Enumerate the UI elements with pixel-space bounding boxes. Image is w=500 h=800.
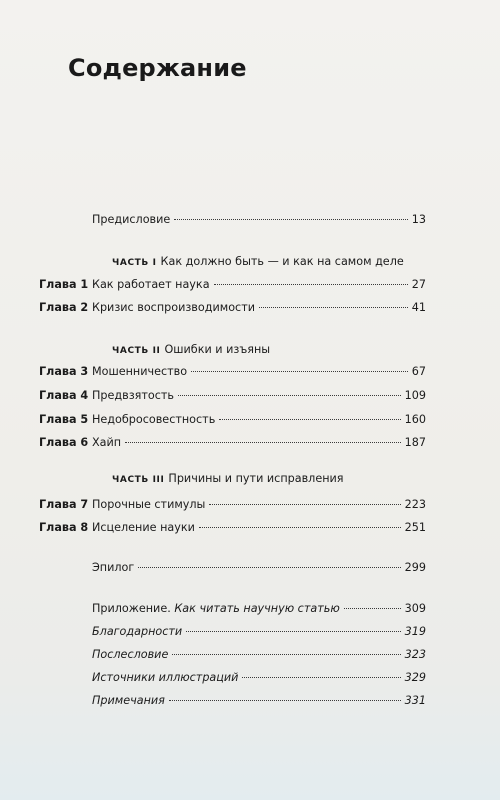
toc-entry-afterword[interactable] [92,648,426,661]
entry-text: Недобросовестность [92,413,216,426]
part-heading-1 [112,255,404,268]
page-number: 323 [404,648,426,661]
page-number: 160 [404,413,426,426]
part-label: ЧАСТЬ III [112,475,165,485]
chapter-label: Глава 2 [39,301,89,314]
page-number: 109 [404,389,426,402]
page-number: 41 [411,301,426,314]
entry-text: Примечания [92,694,165,707]
leader-dots [178,395,401,396]
leader-dots [209,504,400,505]
leader-dots [172,654,400,655]
chapter-label: Глава 1 [39,278,89,291]
leader-dots [214,284,408,285]
toc-entry-appendix[interactable] [92,602,426,615]
appendix-prefix: Приложение. [92,602,171,615]
entry-text: Эпилог [92,561,135,574]
part-title: Причины и пути исправления [168,472,344,485]
toc-entry-chapter-5[interactable] [92,413,426,426]
entry-text: Кризис воспроизводимости [92,301,255,314]
toc-entry-illustration-sources[interactable] [92,671,426,684]
leader-dots [125,442,401,443]
toc-entry-acknowledgements[interactable] [92,625,426,638]
leader-dots [186,631,400,632]
leader-dots [344,608,401,609]
entry-text: Хайп [92,436,122,449]
toc-entry-chapter-3[interactable] [92,365,426,378]
page-number: 223 [404,498,426,511]
part-label: ЧАСТЬ II [112,346,161,356]
page-number: 67 [411,365,426,378]
leader-dots [174,219,407,220]
toc-entry-preface[interactable] [92,213,426,226]
entry-text: Источники иллюстраций [92,671,239,684]
page-number: 187 [404,436,426,449]
leader-dots [191,371,408,372]
chapter-label: Глава 8 [39,521,89,534]
toc-entry-chapter-4[interactable] [92,389,426,402]
leader-dots [138,567,400,568]
page-number: 329 [404,671,426,684]
page-number: 13 [411,213,426,226]
chapter-label: Глава 5 [39,413,89,426]
entry-text [92,602,340,615]
page-number: 319 [404,625,426,638]
page-number: 299 [404,561,426,574]
leader-dots [169,700,401,701]
leader-dots [242,677,400,678]
entry-text: Как работает наука [92,278,210,291]
leader-dots [199,527,401,528]
leader-dots [259,307,408,308]
chapter-label: Глава 7 [39,498,89,511]
page-number: 27 [411,278,426,291]
toc-entry-chapter-2[interactable] [92,301,426,314]
toc-entry-epilogue[interactable] [92,561,426,574]
entry-text: Предвзятость [92,389,175,402]
part-heading-3 [112,472,344,485]
page-number: 331 [404,694,426,707]
toc-entry-chapter-7[interactable] [92,498,426,511]
chapter-label: Глава 6 [39,436,89,449]
entry-text: Мошенничество [92,365,188,378]
entry-text: Исцеление науки [92,521,195,534]
appendix-title: Как читать научную статью [174,602,340,615]
page-number: 251 [404,521,426,534]
toc-entry-chapter-6[interactable] [92,436,426,449]
toc-entry-notes[interactable] [92,694,426,707]
leader-dots [219,419,400,420]
chapter-label: Глава 4 [39,389,89,402]
entry-text: Благодарности [92,625,183,638]
entry-text: Порочные стимулы [92,498,206,511]
part-heading-2 [112,343,270,356]
page-title: Содержание [68,54,247,82]
entry-text: Предисловие [92,213,171,226]
part-title: Ошибки и изъяны [164,343,271,356]
entry-text: Послесловие [92,648,169,661]
part-title: Как должно быть — и как на самом деле [160,255,404,268]
toc-entry-chapter-8[interactable] [92,521,426,534]
part-label: ЧАСТЬ I [112,258,157,268]
chapter-label: Глава 3 [39,365,89,378]
page-number: 309 [404,602,426,615]
toc-entry-chapter-1[interactable] [92,278,426,291]
